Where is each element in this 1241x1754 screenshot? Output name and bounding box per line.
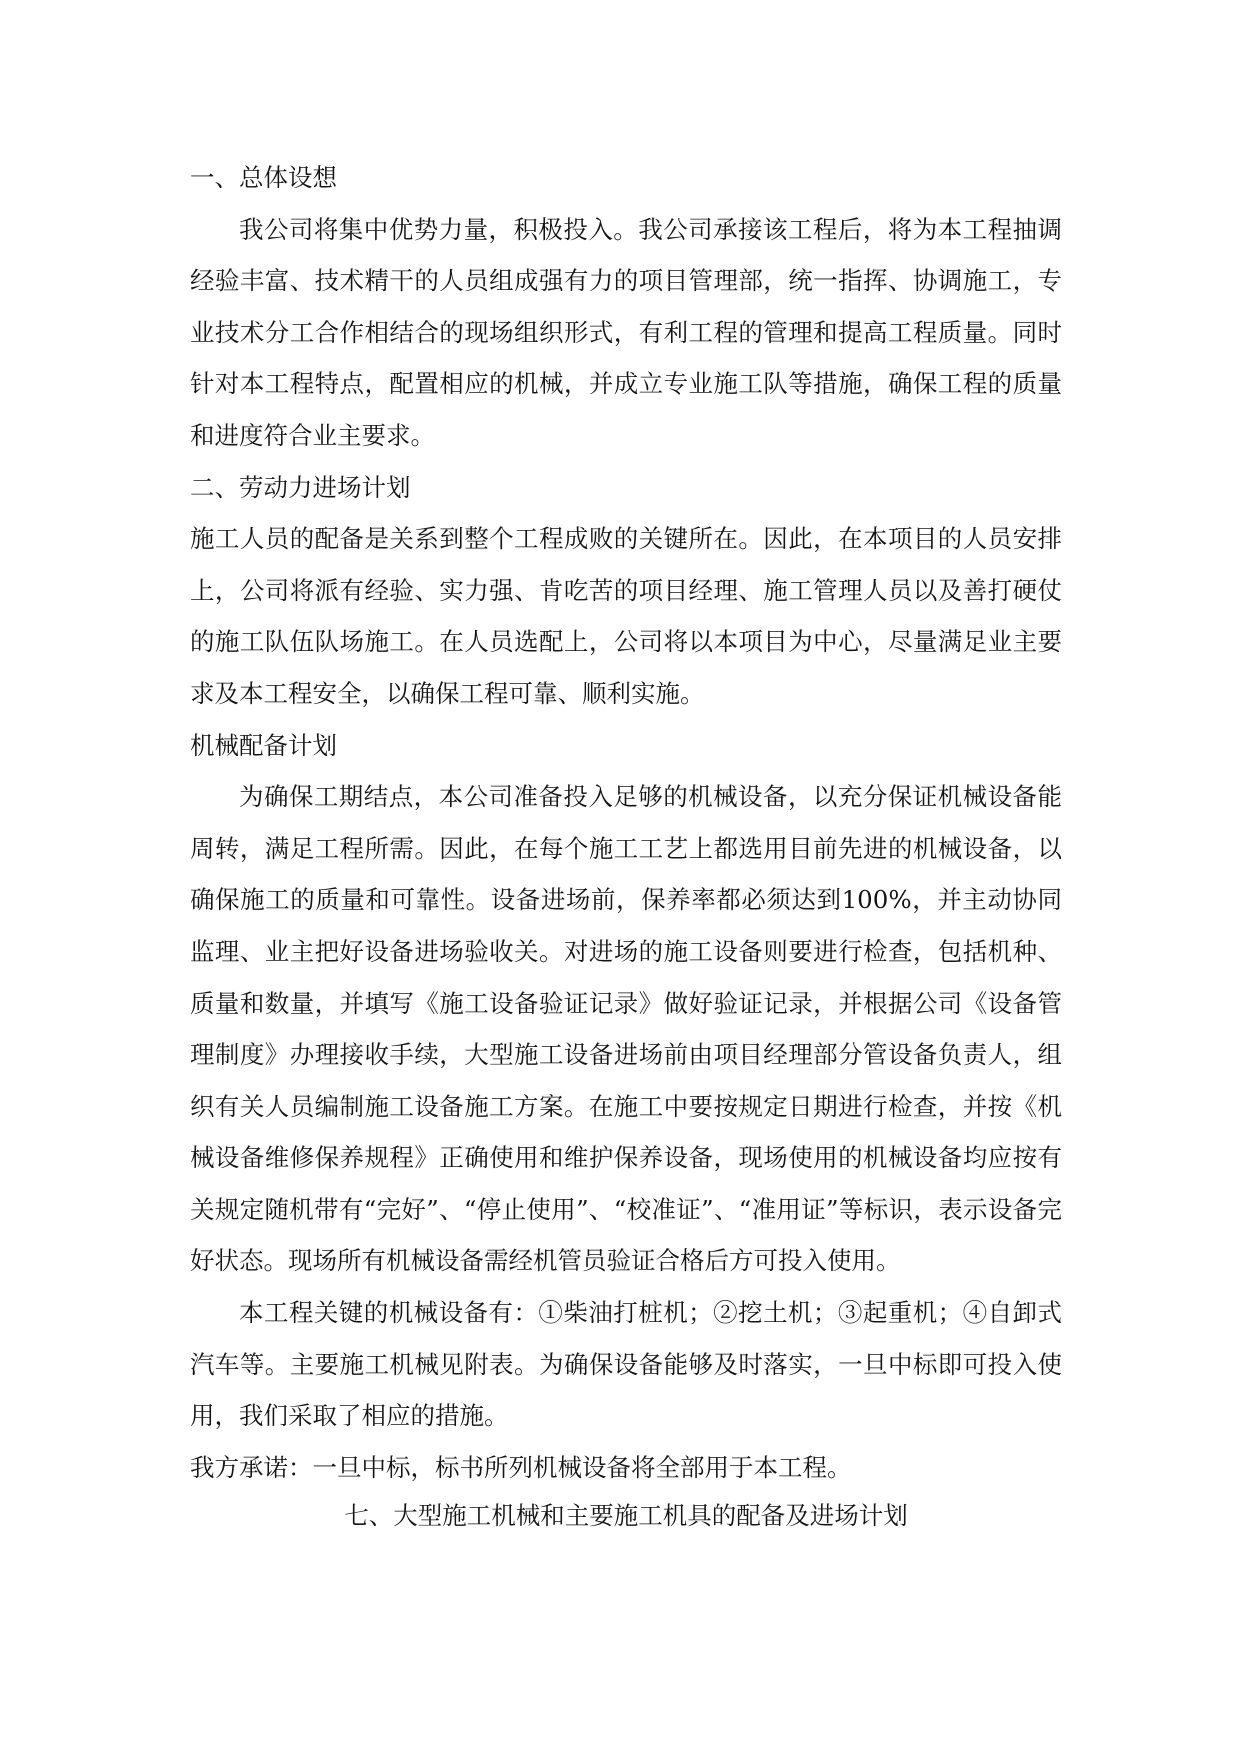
heading-machinery-plan: 机械配备计划	[190, 730, 337, 760]
heading-labor-plan: 二、劳动力进场计划	[190, 472, 411, 502]
document-body	[190, 152, 1062, 1493]
section-title: 七、大型施工机械和主要施工机具的配备及进场计划	[344, 1501, 908, 1530]
paragraph-machinery-plan-1: 为确保工期结点，本公司准备投入足够的机械设备，以充分保证机械设备能周转，满足工程所需。因此，在每个施工工艺上都选用目前先进的机械设备，以确保施工的质量和可靠性。设备进场前，保养率都必须达到100%，并主动协同监理、业主把好设备进场验收关。对进场的施工设备则要进行检查，包括机种、质量和数量，并填写《施工设备验证记录》做好验证记录，并根据公司《设备管理制度》办理接收手续，大型施工设备进场前由项目经理部分管设备负责人，组织有关人员编制施工设备施工方案。在施工中要按规定日期进行检查，并按《机械设备维修保养规程》正确使用和维护保养设备，现场使用的机械设备均应按有关规定随机带有“完好”、“停止使用”、“校准证”、“准用证”等标识，表示设备完好状态。现场所有机械设备需经机管员验证合格后方可投入使用。	[190, 782, 1062, 1276]
paragraph-labor-plan: 施工人员的配备是关系到整个工程成败的关键所在。因此，在本项目的人员安排上，公司将派有经验、实力强、肯吃苦的项目经理、施工管理人员以及善打硬仗的施工队伍队场施工。在人员选配上，公司将以本项目为中心，尽量满足业主要求及本工程安全，以确保工程可靠、顺利实施。	[190, 524, 1062, 708]
paragraph-overall-concept: 我公司将集中优势力量，积极投入。我公司承接该工程后，将为本工程抽调经验丰富、技术精干的人员组成强有力的项目管理部，统一指挥、协调施工，专业技术分工合作相结合的现场组织形式，有利工程的管理和提高工程质量。同时针对本工程特点，配置相应的机械，并成立专业施工队等措施，确保工程的质量和进度符合业主要求。	[190, 214, 1062, 450]
paragraph-commitment: 我方承诺：一旦中标，标书所列机械设备将全部用于本工程。	[190, 1452, 852, 1482]
paragraph-machinery-plan-2: 本工程关键的机械设备有：①柴油打桩机；②挖土机；③起重机；④自卸式汽车等。主要施工机械见附表。为确保设备能够及时落实，一旦中标即可投入使用，我们采取了相应的措施。	[190, 1298, 1062, 1431]
heading-overall-concept: 一、总体设想	[190, 163, 337, 192]
